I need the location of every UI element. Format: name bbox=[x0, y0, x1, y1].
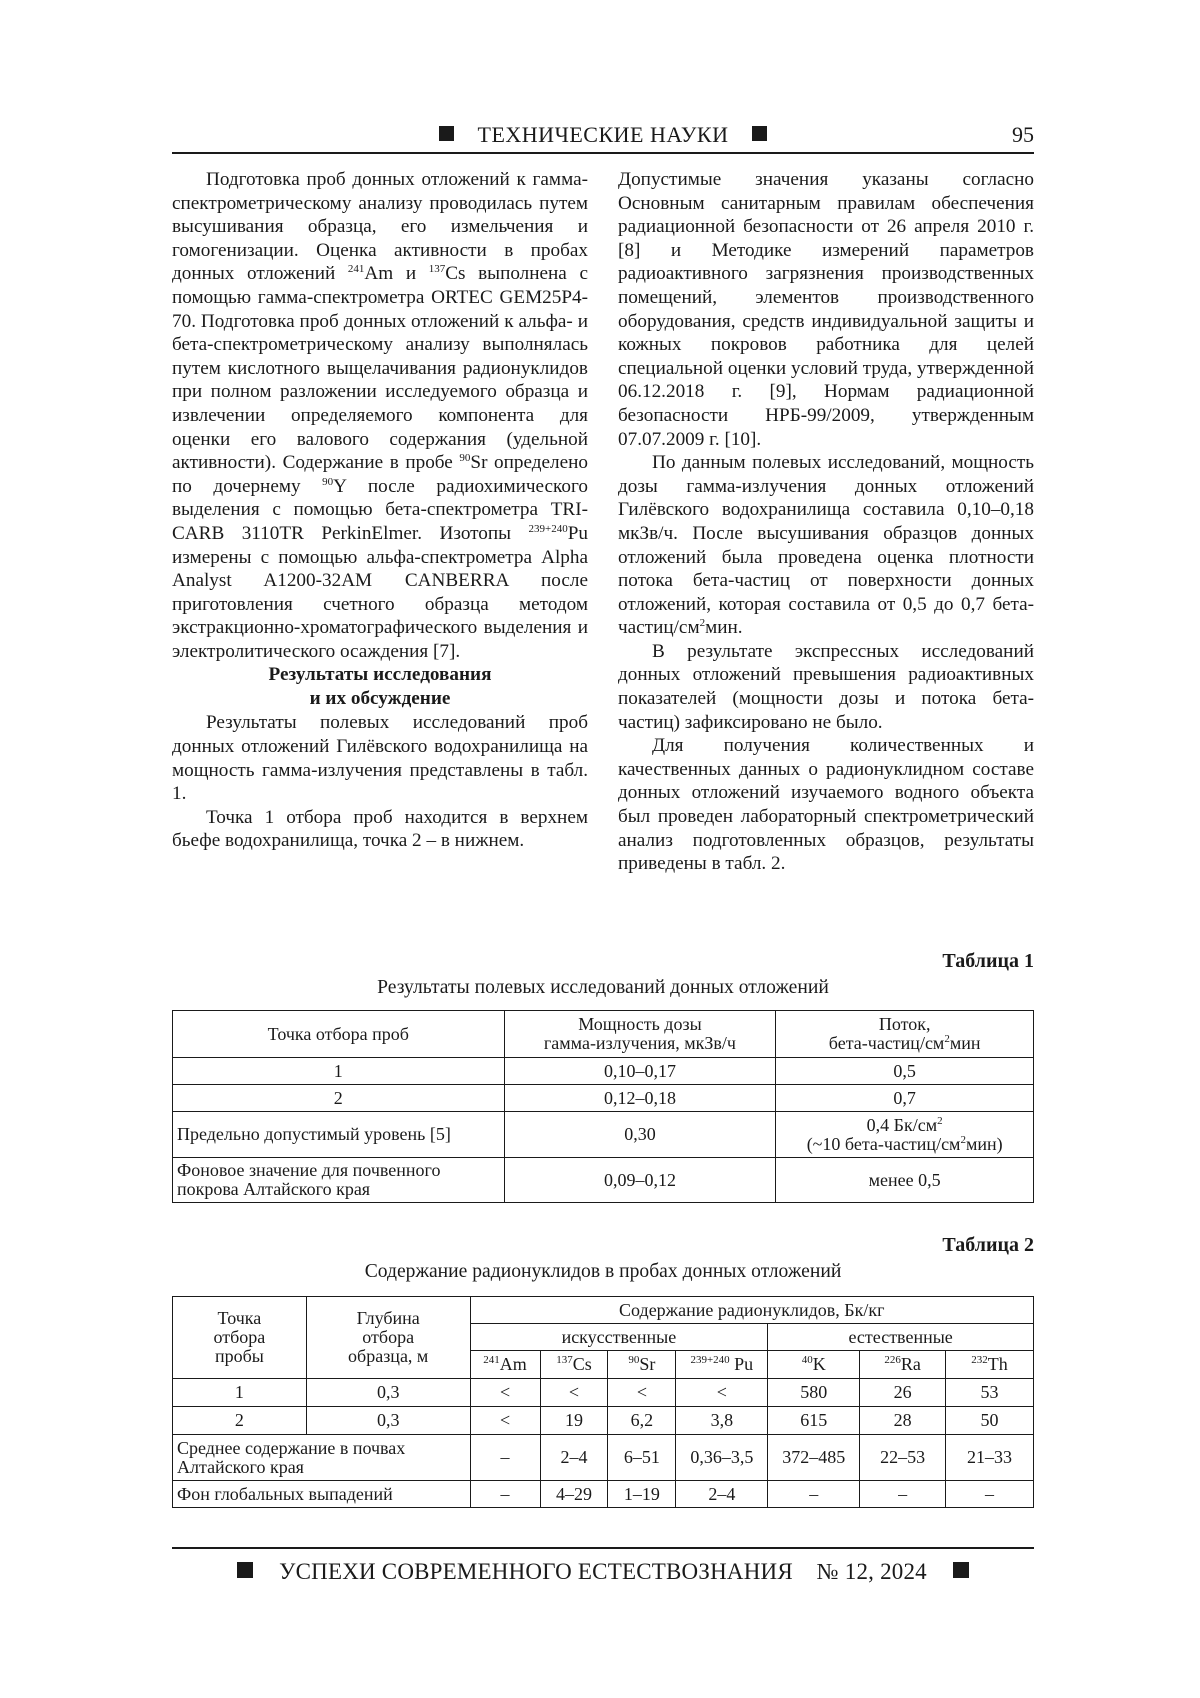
table-row: 1 0,3 < < < < 580 26 53 bbox=[173, 1379, 1034, 1407]
table-header-cell: Точка отбора пробы bbox=[173, 1297, 307, 1379]
journal-footer bbox=[172, 1559, 1034, 1585]
header-rule bbox=[172, 152, 1034, 154]
paragraph: Точка 1 отбора проб находится в верхнем бьефе водохранилища, точка 2 – в нижнем. bbox=[172, 806, 588, 852]
isotope-header: $^{40}$K bbox=[768, 1351, 860, 1379]
table-header-cell: искусственные bbox=[470, 1324, 768, 1351]
table-header-cell: Глубина отбора образца, м bbox=[306, 1297, 470, 1379]
journal-issue: № 12, 2024 bbox=[816, 1559, 927, 1584]
table-header-row bbox=[173, 1011, 1034, 1058]
page-number: 95 bbox=[1012, 122, 1034, 147]
table-header-cell: Точка отбора проб bbox=[173, 1011, 505, 1058]
square-bullet-icon bbox=[752, 126, 767, 141]
table-row: Фон глобальных выпадений – 4–29 1–19 2–4 – – – bbox=[173, 1481, 1034, 1508]
left-column bbox=[172, 168, 588, 853]
footer-rule bbox=[172, 1547, 1034, 1549]
table1-label: Таблица 1 bbox=[942, 950, 1034, 972]
table-header-row bbox=[173, 1297, 1034, 1324]
isotope-header: $^{226}$Ra bbox=[860, 1351, 946, 1379]
isotope-header: $^{137}$Cs bbox=[540, 1351, 608, 1379]
isotope-header: $^{90}$Sr bbox=[608, 1351, 676, 1379]
table-row: Предельно допустимый уровень [5] 0,30 0,4 $Бк/см^2$ (~10 бета-$частиц/см^2мин$) bbox=[173, 1112, 1034, 1158]
table-row: Среднее содержание в почвах Алтайского края – 2–4 6–51 0,36–3,5 372–485 22–53 21–33 bbox=[173, 1435, 1034, 1481]
isotope-header: $^{232}$Th bbox=[946, 1351, 1034, 1379]
table2-title: Содержание радионуклидов в пробах донных отложений bbox=[364, 1261, 842, 1282]
table-header-cell: Содержание радионуклидов, Бк/кг bbox=[470, 1297, 1033, 1324]
table1-title: Результаты полевых исследований донных отложений bbox=[377, 977, 829, 998]
table-row: 2 0,3 < 19 6,2 3,8 615 28 50 bbox=[173, 1407, 1034, 1435]
table-row: 2 0,12–0,18 0,7 bbox=[173, 1085, 1034, 1112]
table-row: 1 0,10–0,17 0,5 bbox=[173, 1058, 1034, 1085]
journal-name: УСПЕХИ СОВРЕМЕННОГО ЕСТЕСТВОЗНАНИЯ bbox=[279, 1559, 793, 1584]
paragraph: Результаты полевых исследований проб донных отложений Гилёвского водохранилища на мощность гамма-излучения представлены в табл. 1. bbox=[172, 712, 588, 805]
paragraph: Для получения количественных и качественных данных о радионуклидном составе донных отложений изучаемого водного объекта был проведен лабораторный спектрометрический анализ подготовленных образцов, результаты приведены в табл. 2. bbox=[618, 735, 1034, 875]
running-head bbox=[172, 122, 1034, 148]
page-header bbox=[172, 118, 1034, 154]
isotope-header: $^{239+240}$ Pu bbox=[676, 1351, 768, 1379]
paragraph: По данным полевых исследований, мощность дозы гамма-излучения донных отложений Гилёвского водохранилища составила 0,10–0,18 мкЗв/ч. После высушивания образцов донных отложений была проведена оценка плотности потока бета-частиц от поверхности донных отложений, которая составила от 0,5 до 0,7 бета-$частиц/см^2мин$. bbox=[618, 452, 1034, 639]
square-bullet-icon bbox=[237, 1562, 253, 1578]
section-heading: Результаты исследования и их обсуждение bbox=[268, 664, 492, 710]
right-column bbox=[618, 168, 1034, 876]
table-header-cell: Мощность дозы гамма-излучения, мкЗв/ч bbox=[504, 1011, 776, 1058]
section-name: ТЕХНИЧЕСКИЕ НАУКИ bbox=[477, 122, 729, 147]
table-header-cell: естественные bbox=[768, 1324, 1034, 1351]
table2-label: Таблица 2 bbox=[942, 1234, 1034, 1256]
table-header-cell: Поток, бета-$частиц/см^2мин$ bbox=[776, 1011, 1034, 1058]
page-footer bbox=[172, 1547, 1034, 1585]
square-bullet-icon bbox=[439, 126, 454, 141]
table-row: Фоновое значение для почвенного покрова Алтайского края 0,09–0,12 менее 0,5 bbox=[173, 1158, 1034, 1203]
paragraph: В результате экспрессных исследований донных отложений превышения радиоактивных показателей (мощности дозы и потока бета-частиц) зафиксировано не было. bbox=[618, 640, 1034, 733]
paragraph: Подготовка проб донных отложений к гамма-спектрометрическому анализу проводилась путем высушивания образца, его измельчения и гомогенизации. Оценка активности в пробах донных отложений $^{241}$Am и $^{137}$Cs выполнена с помощью гамма-спектрометра ORTEC GEM25P4-70. Подготовка проб донных отложений к альфа- и бета-спектрометрическому анализу выполнялась путем кислотного выщелачивания радионуклидов при полном разложении исследуемого образца и извлечении определяемого компонента для оценки его валового содержания (удельной активности). Содержание в пробе $^{90}$Sr определено по дочернему $^{90}$Y после радиохимического выделения с помощью бета-спектрометра TRI-CARB 3110TR PerkinElmer. Изотопы $^{239+240}$Pu измерены с помощью альфа-спектрометра Alpha Analyst A1200-32AM CANBERRA после приготовления счетного образца методом экстракционно-хроматографического выделения и электролитического осаждения [7]. bbox=[172, 169, 588, 662]
table2 bbox=[172, 1296, 1034, 1508]
paragraph: Допустимые значения указаны согласно Основным санитарным правилам обеспечения радиационной безопасности от 26 апреля 2010 г. [8] и Методике измерений параметров радиоактивного загрязнения производственных помещений, элементов производственного оборудования, средств индивидуальной защиты и кожных покровов работника для целей специальной оценки условий труда, утвержденной 06.12.2018 г. [9], Нормам радиационной безопасности НРБ-99/2009, утвержденным 07.07.2009 г. [10]. bbox=[618, 169, 1034, 450]
isotope-header: $^{241}$Am bbox=[470, 1351, 540, 1379]
table1 bbox=[172, 1010, 1034, 1203]
square-bullet-icon bbox=[953, 1562, 969, 1578]
